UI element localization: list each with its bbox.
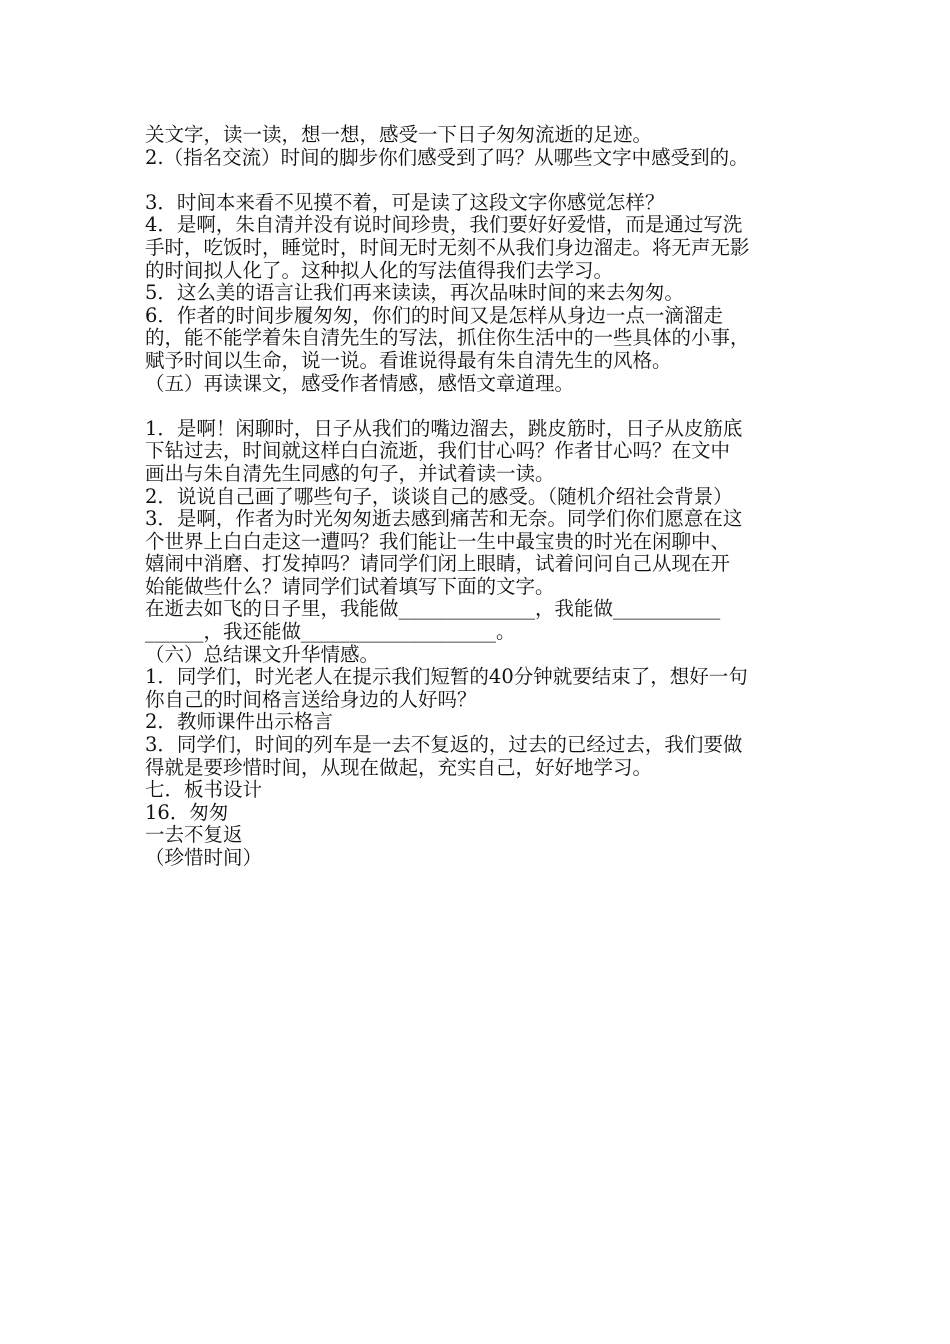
text-line: 6．作者的时间步履匆匆，你们的时间又是怎样从身边一点一滴溜走 <box>145 303 723 327</box>
text-line: 3．时间本来看不见摸不着，可是读了这段文字你感觉怎样？ <box>145 190 665 214</box>
text-line: 2．说说自己画了哪些句子，谈谈自己的感受。（随机介绍社会背景） <box>145 484 733 508</box>
text-line: 2.（指名交流）时间的脚步你们感受到了吗？从哪些文字中感受到的。 <box>145 145 749 169</box>
text-line: 1．同学们，时光老人在提示我们短暂的40分钟就要结束了，想好一句 <box>145 665 748 689</box>
text-line: 得就是要珍惜时间，从现在做起，充实自己，好好地学习。 <box>145 755 653 779</box>
board-design-title: 16．匆匆 <box>145 800 229 824</box>
section-heading: （五）再读课文，感受作者情感，感悟文章道理。 <box>145 371 575 395</box>
text-line: 的，能不能学着朱自清先生的写法，抓住你生活中的一些具体的小事， <box>145 326 750 350</box>
text-line: 手时，吃饭时，睡觉时，时间无时无刻不从我们身边溜走。将无声无影 <box>145 235 750 259</box>
fill-in-line: ______，我还能做____________________。 <box>145 620 516 644</box>
text-line: 个世界上白白走这一遭吗？我们能让一生中最宝贵的时光在闲聊中、 <box>145 529 731 553</box>
board-design-item: 一去不复返 <box>145 823 243 847</box>
text-line: 1．是啊！闲聊时，日子从我们的嘴边溜去，跳皮筋时，日子从皮筋底 <box>145 416 743 440</box>
text-line: 下钻过去，时间就这样白白流逝，我们甘心吗？作者甘心吗？在文中 <box>145 439 731 463</box>
blank-line <box>145 395 825 418</box>
text-line: 3．同学们，时间的列车是一去不复返的，过去的已经过去，我们要做 <box>145 733 743 757</box>
text-line: 4．是啊，朱自清并没有说时间珍贵，我们要好好爱惜，而是通过写洗 <box>145 213 743 237</box>
text-line: 嬉闹中消磨、打发掉吗？请同学们闭上眼睛，试着问问自己从现在开 <box>145 552 731 576</box>
board-design-item: （珍惜时间） <box>145 846 263 869</box>
blank-line <box>145 169 825 192</box>
section-heading: 七．板书设计 <box>145 778 263 802</box>
text-line: 关文字，读一读，想一想，感受一下日子匆匆流逝的足迹。 <box>145 123 653 146</box>
text-line: 你自己的时间格言送给身边的人好吗？ <box>145 687 477 711</box>
text-line: 3．是啊，作者为时光匆匆逝去感到痛苦和无奈。同学们你们愿意在这 <box>145 507 743 531</box>
text-line: 始能做些什么？请同学们试着填写下面的文字。 <box>145 574 555 598</box>
text-line: 2．教师课件出示格言 <box>145 710 333 734</box>
document-page <box>145 124 825 870</box>
section-heading: （六）总结课文升华情感。 <box>145 642 380 666</box>
text-line: 赋予时间以生命，说一说。看谁说得最有朱自清先生的风格。 <box>145 348 672 372</box>
text-line: 的时间拟人化了。这种拟人化的写法值得我们去学习。 <box>145 258 614 282</box>
text-line: 5．这么美的语言让我们再来读读，再次品味时间的来去匆匆。 <box>145 281 684 305</box>
fill-in-line: 在逝去如飞的日子里，我能做______________，我能做___________ <box>145 597 721 621</box>
text-line: 画出与朱自清先生同感的句子，并试着读一读。 <box>145 461 555 485</box>
